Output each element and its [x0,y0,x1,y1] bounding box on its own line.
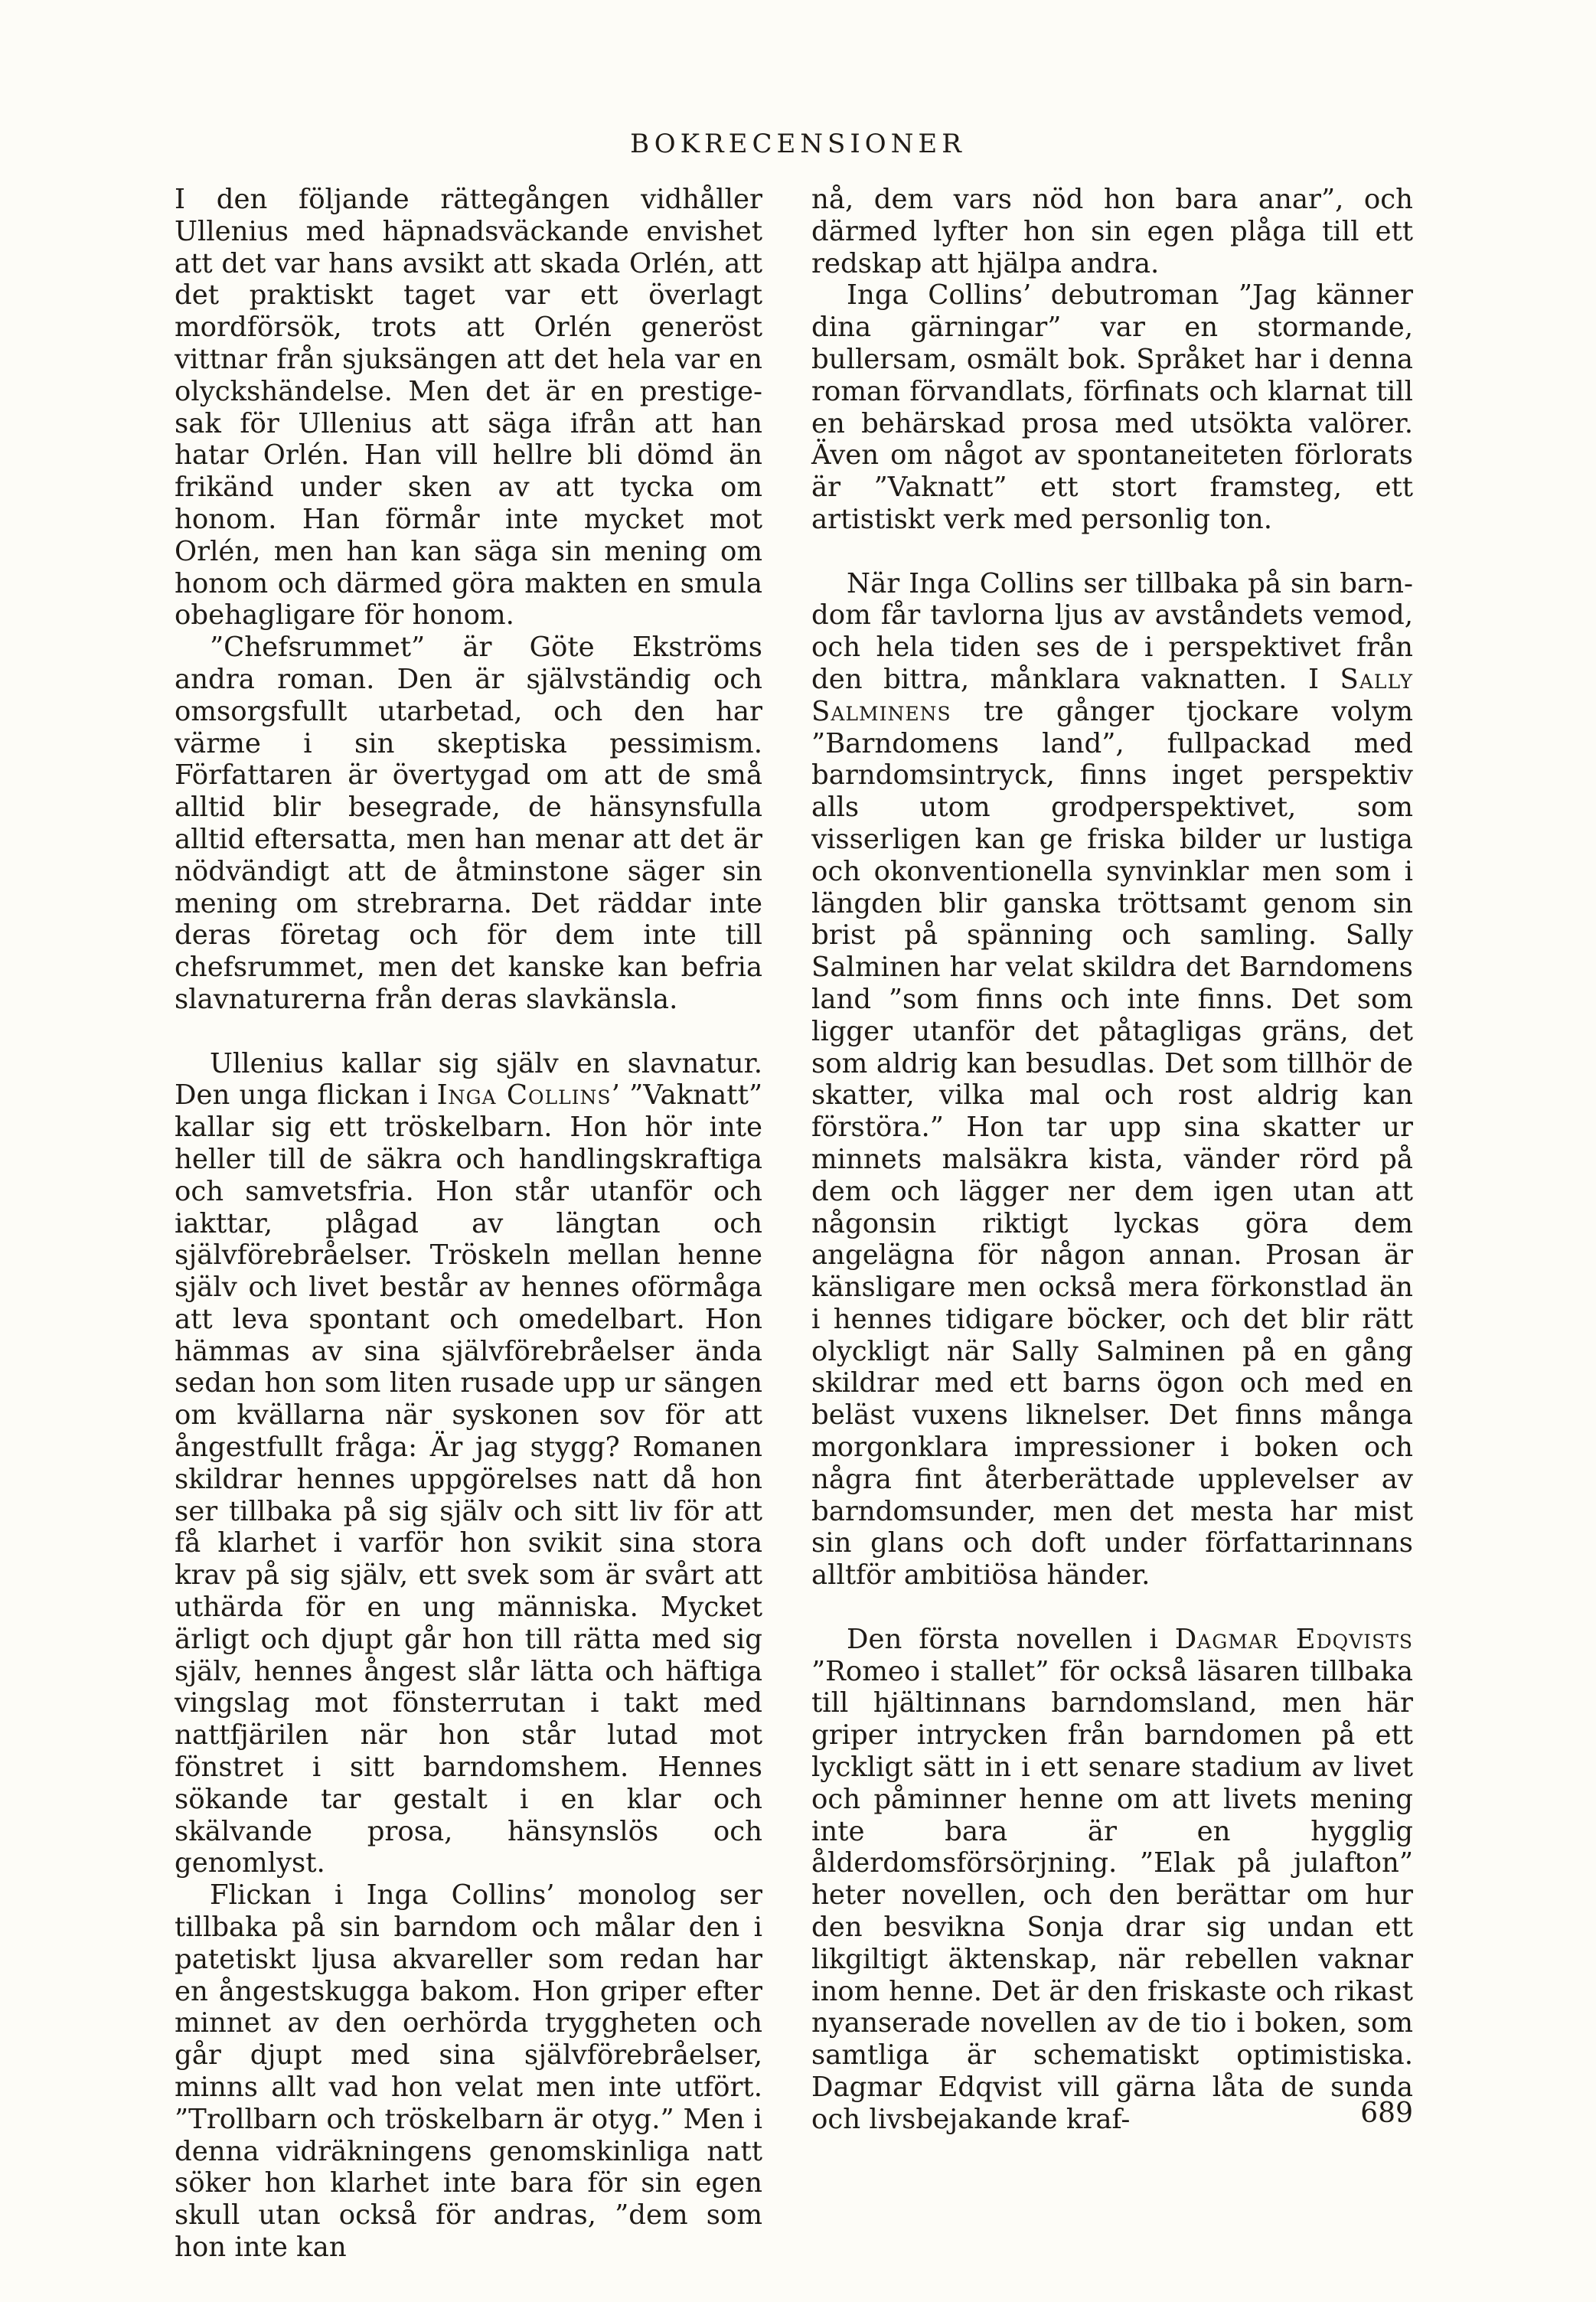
paragraph-text: Ullenius kallar sig själv en slavnatur. Den unga flickan i [175,1047,762,1112]
paragraph: Flickan i Inga Collins’ monolog ser tillbaka på sin barndom och målar den i patetiskt ljusa akvareller som redan har en ångestskugga bakom. Hon griper efter minnet av den oerhörda tryggheten och går djupt med sina självförebråelser, minns allt vad hon velat men inte utfört. ”Trollbarn och tröskelbarn är otyg.” Men i denna vidräkningens genomskinliga natt söker hon klarhet inte bara för sin egen skull utan också för andras, ”dem som hon inte kan [175,1879,762,2263]
paragraph [811,568,1413,1592]
running-head: BOKRECENSIONER [630,129,966,159]
paragraph-text: ”Romeo i stallet” för också läsaren tillbaka till hjältinnans barndomsland, men här griper intrycken från barndomen på ett lyckligt sätt in i ett senare stadium av livet och påminner henne om att livets mening inte bara är en hygglig ålderdomsförsörjning. ”Elak på julafton” heter novellen, och den berättar om hur den besvikna Sonja drar sig undan ett likgiltigt äktenskap, när rebellen vaknar inom henne. Det är den friskaste och rikast nyanserade novellen av de tio i boken, som samtliga är schematiskt optimistiska. Dagmar Edqvist vill gärna låta de sunda och livsbejakande kraf- [811,1655,1413,2135]
page-number: 689 [1360,2098,1413,2129]
paragraph-text: Den första novellen i [847,1623,1175,1655]
paragraph-text: tre gånger tjockare volym ”Barndomens land”, fullpackad med barndomsintryck, finns inget perspektiv alls utom grodperspektivet, som visserligen kan ge friska bilder ur lustiga och okonventionella synvinklar men som i längden blir ganska tröttsamt genom sin brist på spänning och samling. Sally Salminen har velat skildra det Barndomens land ”som finns och inte finns. Det som ligger utanför det påtagligas gräns, det som aldrig kan besudlas. Det som tillhör de skatter, vilka mal och rost aldrig kan förstöra.” Hon tar upp sina skatter ur minnets malsäkra kista, vänder rörd på dem och lägger ner dem igen utan att någonsin riktigt lyckas göra dem angelägna för någon annan. Prosan är känsligare men också mera förkonstlad än i hennes tidigare böcker, och det blir rätt olyckligt när Sally Salminen på en gång skildrar med ett barns ögon och med en beläst vuxens liknelser. Det finns många morgonklara impressioner i boken och några fint återberättade upplevelser av barndomsunder, men det mesta har mist sin glans och doft under författarinnans alltför ambitiösa händer. [811,695,1413,1592]
left-column [175,184,762,2264]
paragraph [811,1624,1413,2136]
paragraph: ”Chefsrummet” är Göte Ekströms andra roman. Den är självständig och omsorgsfullt utarbetad, och den har värme i sin skeptiska pessimism. Författaren är övertygad om att de små alltid blir besegrade, de hänsynsfulla alltid eftersatta, men han menar att det är nödvändigt att de åtminstone säger sin mening om strebrarna. Det räddar inte deras företag och för dem inte till chefsrummet, men det kanske kan befria slavnaturerna från deras slavkänsla. [175,632,762,1015]
paragraph-text: ’ ”Vaknatt” kallar sig ett tröskelbarn. Hon hör inte heller till de säkra och handlingskraftiga och samvetsfria. Hon står utanför och iakttar, plågad av längtan och självförebråelser. Tröskeln mellan henne själv och livet består av hennes oförmåga att leva spontant och omedelbart. Hon hämmas av sina självförebråelser ända sedan hon som liten rusade upp ur sängen om kvällarna när syskonen sov för att ångestfullt fråga: Är jag stygg? Romanen skildrar hennes uppgörelses natt då hon ser tillbaka på sig själv och sitt liv för att få klarhet i varför hon svikit sina stora krav på sig själv, ett svek som är svårt att uthärda för en ung människa. Mycket ärligt och djupt går hon till rätta med sig själv, hennes ångest slår lätta och häftiga vingslag mot fönsterrutan i takt med nattfjärilen när hon står lutad mot fönstret i sitt barndomshem. Hennes sökande tar gestalt i en klar och skälvande prosa, hänsynslös och genomlyst. [175,1079,762,1879]
paragraph: nå, dem vars nöd hon bara anar”, och därmed lyfter hon sin egen plåga till ett redskap att hjälpa andra. [811,184,1413,279]
author-name: Sally Salminens [811,663,1413,727]
paragraph: Inga Collins’ debutroman ”Jag känner dina gärningar” var en stormande, bullersam, osmält bok. Språket har i denna roman förvandlats, förfinats och klarnat till en behärskad prosa med utsökta valörer. Även om något av spontaneiteten förlorats är ”Vaknatt” ett stort framsteg, ett artistiskt verk med personlig ton. [811,279,1413,535]
author-name: Dagmar Edqvists [1174,1623,1413,1655]
paragraph-text: När Inga Collins ser tillbaka på sin barndom får tavlorna ljus av avståndets vemod, och hela tiden ses de i perspektivet från den bittra, månklara vaknatten. I [811,567,1413,695]
right-column [811,184,1413,2136]
paragraph: I den följande rättegången vidhåller Ullenius med häpnadsväckande envishet att det var hans avsikt att skada Orlén, att det praktiskt taget var ett överlagt mordförsök, trots att Orlén generöst vittnar från sjuksängen att det hela var en olyckshändelse. Men det är en prestigesak för Ullenius att säga ifrån att han hatar Orlén. Han vill hellre bli dömd än frikänd under sken av att tycka om honom. Han förmår inte mycket mot Orlén, men han kan säga sin mening om honom och därmed göra makten en smula obehagligare för honom. [175,184,762,632]
paragraph [175,1048,762,1880]
author-name: Inga Collins [436,1079,612,1112]
